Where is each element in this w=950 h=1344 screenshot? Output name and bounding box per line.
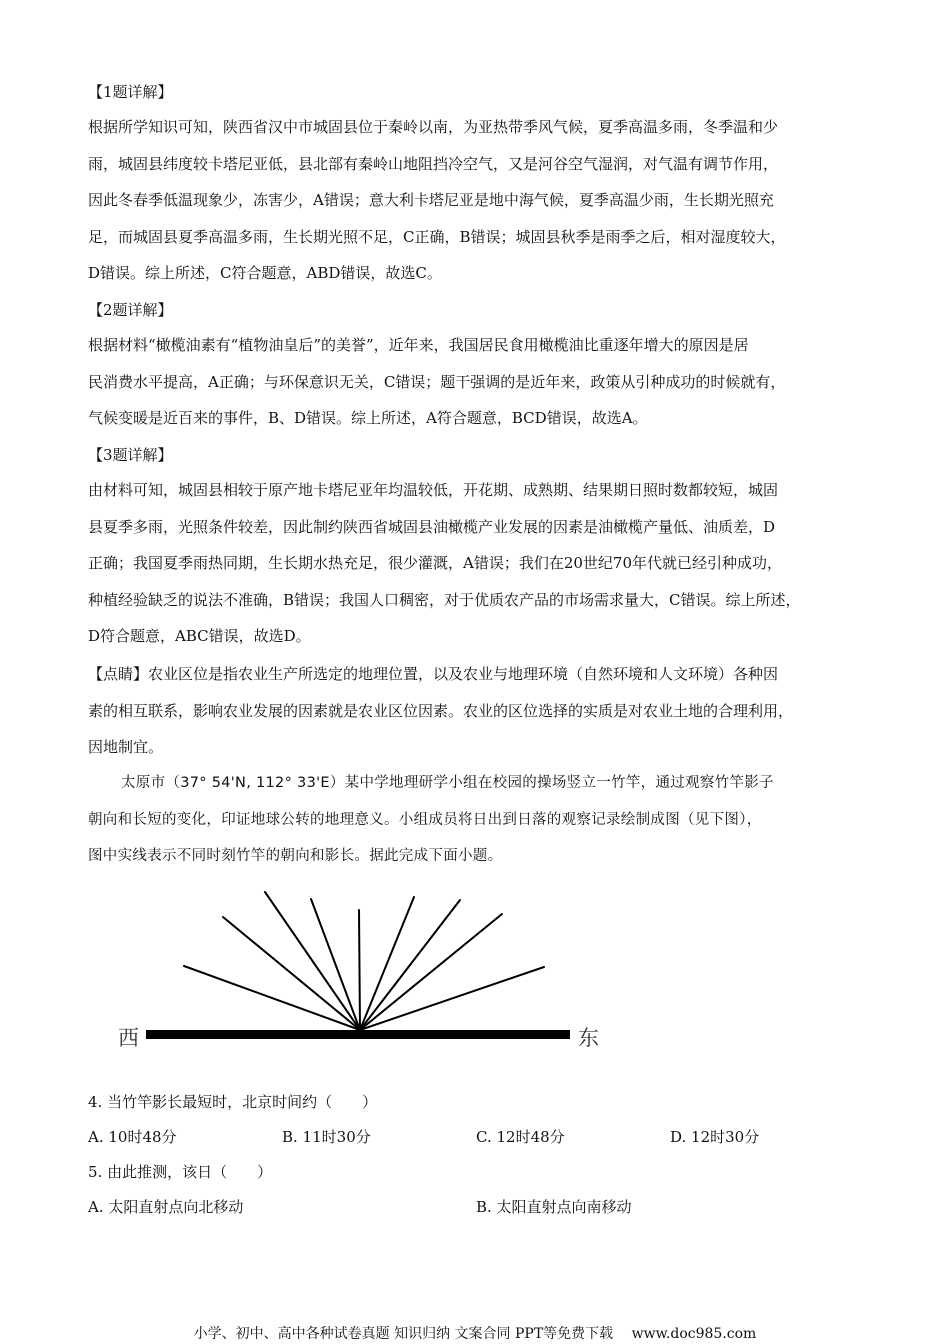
material-line: 图中实线表示不同时刻竹竿的朝向和影长。据此完成下面小题。 <box>88 848 503 865</box>
west-label: 西 <box>118 1026 139 1050</box>
q5-option-a: A. 太阳直射点向北移动 <box>88 1198 244 1216</box>
shadow-diagram <box>110 888 610 1058</box>
q5-stem: 5. 由此推测，该日（ ） <box>88 1163 273 1181</box>
shadow-lines <box>184 892 544 1030</box>
shadow-diagram-svg <box>110 888 610 1058</box>
shadow-line <box>359 910 360 1030</box>
q5-option-b: B. 太阳直射点向南移动 <box>476 1198 632 1216</box>
page-footer <box>0 1323 950 1343</box>
shadow-line <box>360 914 502 1030</box>
section1-line: D错误。综上所述，C符合题意，ABD错误，故选C。 <box>88 264 442 283</box>
shadow-line <box>360 897 414 1030</box>
section2-line: 根据材料“橄榄油素有“植物油皇后”的美誉”，近年来，我国居民食用橄榄油比重逐年增大的原因是居 <box>88 336 749 354</box>
section1-line: 雨，城固县纬度较卡塔尼亚低，县北部有秦岭山地阻挡冷空气，又是河谷空气湿润，对气温有调节作用， <box>88 154 779 173</box>
dianjing-line: 素的相互联系，影响农业发展的因素就是农业区位因素。农业的区位选择的实质是对农业土地的合理利用， <box>88 701 794 720</box>
section1-line: 足，而城固县夏季高温多雨，生长期光照不足，C正确，B错误；城固县秋季是雨季之后，相对湿度较大， <box>88 227 786 246</box>
section2-line: 气候变暖是近百来的事件，B、D错误。综上所述，A符合题意，BCD错误，故选A。 <box>88 409 648 428</box>
material-line: 朝向和长短的变化，印证地球公转的地理意义。小组成员将日出到日落的观察记录绘制成图（见下图）， <box>88 811 762 828</box>
dianjing-body <box>88 656 874 766</box>
section1-line: 因此冬春季低温现象少，冻害少，A错误；意大利卡塔尼亚是地中海气候，夏季高温少雨，生长期光照充 <box>88 191 774 210</box>
q4-option-c: C. 12时48分 <box>476 1128 565 1146</box>
section3-line: 正确；我国夏季雨热同期，生长期水热充足，很少灌溉，A错误；我们在20世纪70年代就已经引种成功， <box>88 554 783 573</box>
footer-text: 小学、初中、高中各种试卷真题 知识归纳 文案合同 PPT等免费下载 <box>193 1326 614 1342</box>
footer-site-link[interactable]: www.doc985.com <box>631 1326 757 1342</box>
shadow-line <box>265 892 360 1030</box>
dianjing-line: 因地制宜。 <box>88 738 164 757</box>
section3-line: 由材料可知，城固县相较于原产地卡塔尼亚年均温较低，开花期、成熟期、结果期日照时数都较短，城固 <box>88 481 779 499</box>
section2-heading: 【2题详解】 <box>88 301 173 319</box>
shadow-line <box>360 900 460 1030</box>
section3-line: 种植经验缺乏的说法不准确，B错误；我国人口稠密，对于优质农产品的市场需求量大，C错误。综上所述， <box>88 590 801 609</box>
q4-option-d: D. 12时30分 <box>670 1128 760 1146</box>
q4-stem: 4. 当竹竿影长最短时，北京时间约（ ） <box>88 1093 378 1111</box>
east-label: 东 <box>578 1026 599 1050</box>
section1-heading: 【1题详解】 <box>88 83 173 101</box>
section3-body <box>88 472 874 655</box>
section3-line: 县夏季多雨，光照条件较差，因此制约陕西省城固县油橄榄产业发展的因素是油橄榄产量低、油质差，D <box>88 517 776 536</box>
section1-line: 根据所学知识可知，陕西省汉中市城固县位于秦岭以南，为亚热带季风气候，夏季高温多雨，冬季温和少 <box>88 118 779 136</box>
section2-body <box>88 327 874 437</box>
ground-bar <box>146 1030 570 1039</box>
q4-option-a: A. 10时48分 <box>88 1128 177 1146</box>
material-line: 太原市（37° 54'N, 112° 33'E）某中学地理研学小组在校园的操场竖立一竹竿，通过观察竹竿影子 <box>121 775 774 791</box>
shadow-line <box>360 967 544 1030</box>
section3-line: D符合题意，ABC错误，故选D。 <box>88 627 311 646</box>
q4-option-b: B. 11时30分 <box>282 1128 371 1146</box>
material-body <box>88 765 874 875</box>
section2-line: 民消费水平提高，A正确；与环保意识无关，C错误；题干强调的是近年来，政策从引种成功的时候就有， <box>88 372 786 391</box>
section1-body <box>88 109 874 292</box>
section3-heading: 【3题详解】 <box>88 446 173 464</box>
shadow-line <box>184 966 360 1030</box>
dianjing-line: 【点睛】农业区位是指农业生产所选定的地理位置，以及农业与地理环境（自然环境和人文环境）各种因 <box>88 665 779 683</box>
